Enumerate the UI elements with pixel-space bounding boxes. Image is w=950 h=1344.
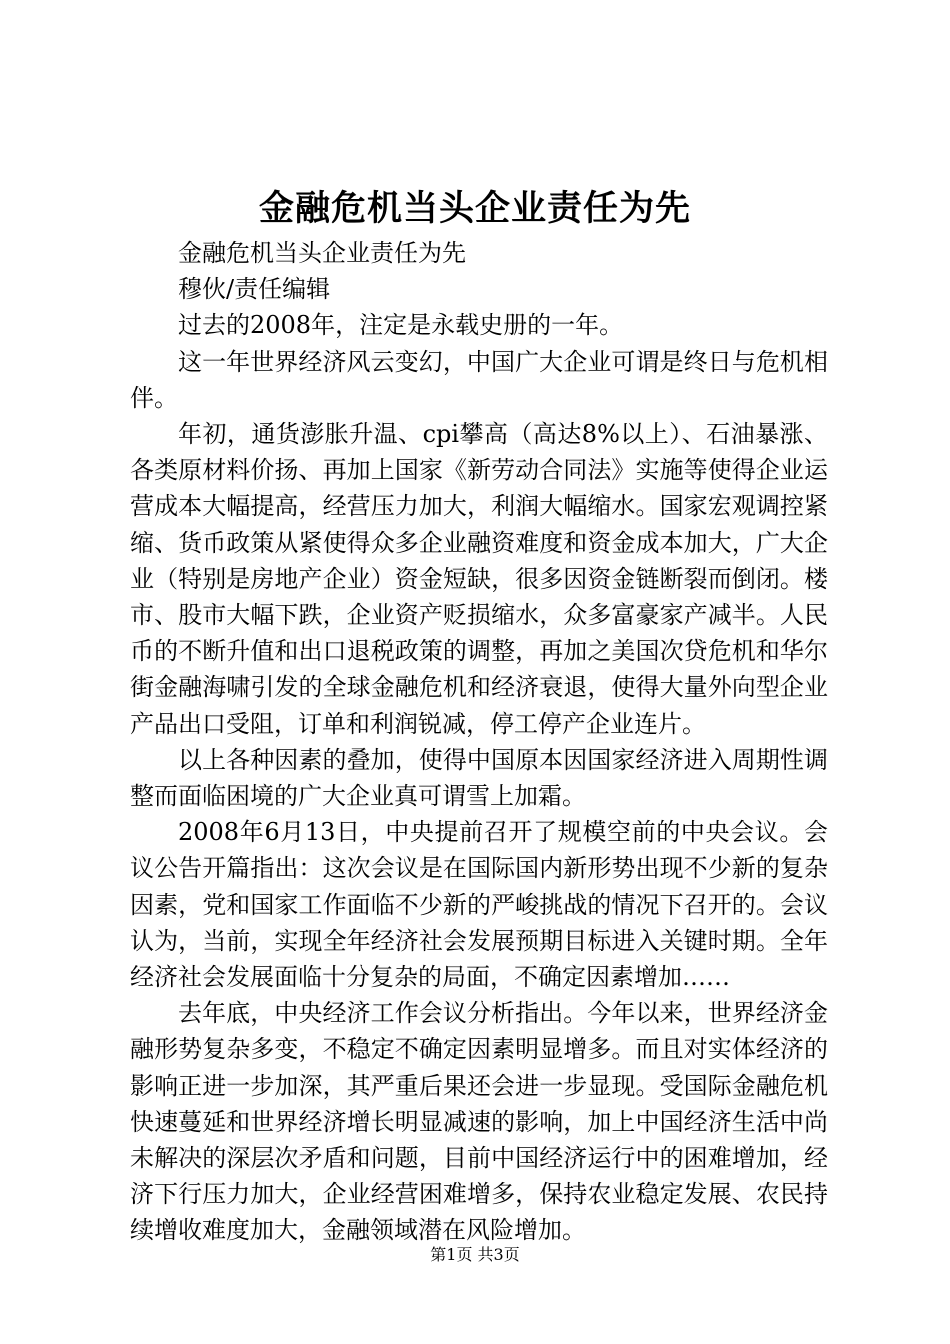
paragraph: 年初，通货澎胀升温、cpi攀高（高达8%以上）、石油暴涨、各类原材料价扬、再加上国家《新劳动合同法》实施等使得企业运营成本大幅提高，经营压力加大，利润大幅缩水。国家宏观调控紧缩、货币政策从紧使得众多企业融资难度和资金成本加大，广大企业（特别是房地产企业）资金短缺，很多因资金链断裂而倒闭。楼市、股市大幅下跌，企业资产贬损缩水，众多富豪家产减半。人民币的不断升值和出口退税政策的调整，再加之美国次贷危机和华尔街金融海啸引发的全球金融危机和经济衰退，使得大量外向型企业产品出口受阻，订单和利润锐减，停工停产企业连片。 bbox=[130, 420, 828, 738]
paragraph-editor: 穆伙/责任编辑 bbox=[178, 275, 331, 304]
document-body bbox=[130, 235, 828, 1249]
paragraph: 这一年世界经济风云变幻，中国广大企业可谓是终日与危机相伴。 bbox=[130, 347, 828, 412]
page-number-footer: 第1页 共3页 bbox=[430, 1245, 520, 1264]
paragraph: 以上各种因素的叠加，使得中国原本因国家经济进入周期性调整而面临困境的广大企业真可谓雪上加霜。 bbox=[130, 745, 828, 811]
document-title: 金融危机当头企业责任为先 bbox=[258, 188, 691, 229]
paragraph-subtitle: 金融危机当头企业责任为先 bbox=[178, 239, 466, 267]
paragraph: 过去的2008年，注定是永载史册的一年。 bbox=[178, 311, 624, 340]
paragraph: 2008年6月13日，中央提前召开了规模空前的中央会议。会议公告开篇指出：这次会议是在国际国内新形势出现不少新的复杂因素，党和国家工作面临不少新的严峻挑战的情况下召开的。会议认为，当前，实现全年经济社会发展预期目标进入关键时期。全年经济社会发展面临十分复杂的局面，不确定因素增加…… bbox=[130, 818, 828, 992]
paragraph: 去年底，中央经济工作会议分析指出。今年以来，世界经济金融形势复杂多变，不稳定不确定因素明显增多。而且对实体经济的影响正进一步加深，其严重后果还会进一步显现。受国际金融危机快速蔓延和世界经济增长明显减速的影响，加上中国经济生活中尚未解决的深层次矛盾和问题，目前中国经济运行中的困难增加，经济下行压力加大，企业经营困难增多，保持农业稳定发展、农民持续增收难度加大，金融领域潜在风险增加。 bbox=[130, 999, 828, 1245]
